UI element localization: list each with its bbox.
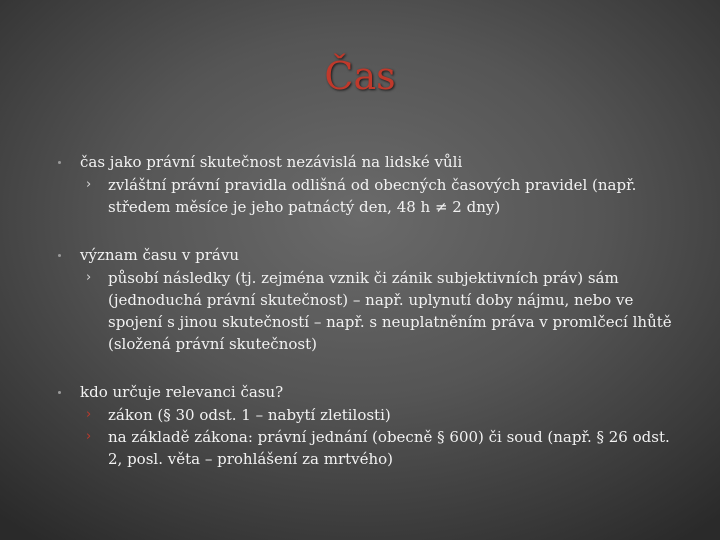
chevron-right-icon: › [86, 270, 92, 285]
bullet-block-1 [58, 150, 678, 218]
bullet-text: význam času v právu [80, 246, 240, 264]
bullet-item [58, 380, 678, 404]
slide-title: Čas [324, 54, 396, 98]
sub-bullet-text: působí následky (tj. zejména vznik či zánik subjektivních práv) sám (jednoduchá právní skutečnost) – např. uplynutí doby nájmu, nebo ve spojení s jinou skutečností – např. s neuplatněním práva v promlčecí lhůtě (složená právní skutečnost) [108, 269, 672, 353]
bullet-block-2 [58, 243, 678, 355]
slide-content [58, 150, 678, 495]
sub-bullet-item [58, 174, 678, 218]
sub-bullet-text: na základě zákona: právní jednání (obecně § 600) či soud (např. § 26 odst. 2, posl. věta – prohlášení za mrtvého) [108, 428, 670, 468]
chevron-right-icon: › [86, 429, 92, 444]
chevron-right-icon: › [86, 177, 92, 192]
bullet-text: kdo určuje relevanci času? [80, 383, 284, 401]
sub-bullet-item [58, 426, 678, 470]
bullet-text: čas jako právní skutečnost nezávislá na lidské vůli [80, 153, 463, 171]
bullet-item [58, 150, 678, 174]
sub-bullet-item [58, 404, 678, 426]
sub-bullet-text: zákon (§ 30 odst. 1 – nabytí zletilosti) [108, 406, 391, 424]
chevron-right-icon: › [86, 407, 92, 422]
bullet-dot-icon [58, 391, 61, 394]
bullet-item [58, 243, 678, 267]
sub-bullet-text: zvláštní právní pravidla odlišná od obecných časových pravidel (např. středem měsíce je jeho patnáctý den, 48 h ≠ 2 dny) [108, 176, 637, 216]
sub-bullet-item [58, 267, 678, 355]
bullet-dot-icon [58, 254, 61, 257]
bullet-block-3 [58, 380, 678, 470]
bullet-dot-icon [58, 161, 61, 164]
